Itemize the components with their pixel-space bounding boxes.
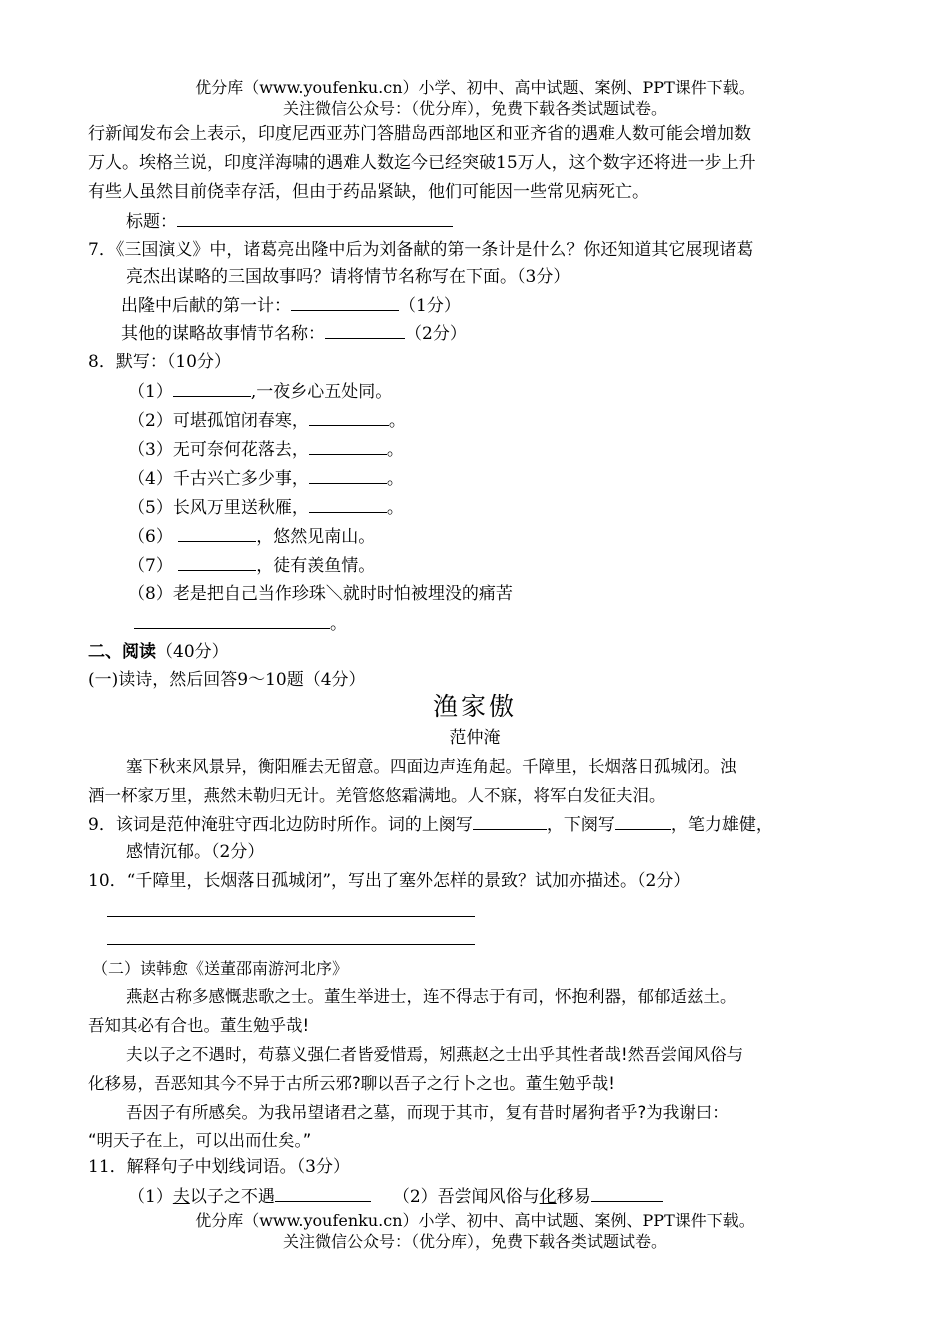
q9-text-b: ，下阕写: [546, 815, 615, 835]
q8-item-pre: 无可奈何花落去，: [172, 440, 309, 460]
q9-blank-1[interactable]: [473, 813, 547, 830]
q7-line-1: 7．《三国演义》中，诸葛亮出隆中后为刘备献的第一条计是什么？你还知道其它展现诸葛: [88, 240, 754, 260]
q8-item-5: [128, 496, 908, 519]
q8-item-1: [128, 380, 908, 403]
q7-blank-2[interactable]: [325, 322, 405, 339]
q11-item-2-rest: 移易: [556, 1187, 591, 1207]
prose-p3: 吾因子有所感矣。为我吊望诸君之墓，而现于其市，复有昔时屠狗者乎?为我谢曰：: [126, 1103, 729, 1122]
q8-item-post: 。: [386, 469, 404, 489]
q8-item-number: （6）: [128, 527, 173, 547]
q10-question: 10．“千障里，长烟落日孤城闭”，写出了塞外怎样的景致？试加亦描述。（2分）: [88, 871, 691, 891]
prose-p3-cont: “明天子在上，可以出而仕矣。”: [88, 1131, 312, 1150]
headline-answer-row: [126, 210, 906, 233]
q11-blank-2[interactable]: [591, 1185, 663, 1202]
q8-item-post: ，徒有羡鱼情。: [256, 556, 376, 576]
q8-item-7: [128, 554, 908, 577]
q8-item-post: 。: [386, 440, 404, 460]
q8-item-post: 。: [388, 411, 406, 431]
q8-item-8: （8）老是把自己当作珍珠＼就时时怕被埋没的痛苦: [128, 584, 513, 604]
q8-heading: 8．默写：（10分）: [88, 352, 231, 372]
q11-heading: 11．解释句子中划线词语。（3分）: [88, 1157, 350, 1177]
reading-1-instruction: (一)读诗，然后回答9～10题（4分）: [88, 670, 366, 690]
q8-item-4: [128, 467, 908, 490]
q8-blank-2[interactable]: [309, 409, 389, 426]
header-line-2: 关注微信公众号：（优分库），免费下载各类试题试卷。: [282, 99, 667, 118]
q8-item-number: （2）: [128, 411, 173, 431]
q9-text-c: ，笔力雄健，: [670, 815, 773, 835]
q8-item-8-answer: [134, 612, 914, 635]
section-2-title: 二、阅读: [88, 642, 156, 662]
poem-line-2: 酒一杯家万里，燕然未勒归无计。羌管悠悠霜满地。人不寐，将军白发征夫泪。: [88, 786, 666, 805]
poem-author: 范仲淹: [449, 728, 501, 748]
q8-item-8-end: 。: [330, 614, 347, 634]
prose-p1-cont: 吾知其必有合也。董生勉乎哉!: [88, 1016, 310, 1035]
footer-line-2: 关注微信公众号：（优分库），免费下载各类试题试卷。: [282, 1232, 667, 1251]
q8-item-post: ,一夜乡心五处同。: [250, 382, 393, 402]
q11-item-2-text: （2）吾尝闻风俗与: [392, 1187, 540, 1207]
q8-blank-3[interactable]: [309, 438, 387, 455]
q9-line-1: [88, 813, 868, 836]
section-2-heading: [88, 641, 868, 663]
section-2-score: （40分）: [156, 642, 229, 662]
q7-answer-1-score: （1分）: [399, 296, 461, 316]
q11-items: [128, 1185, 908, 1208]
q7-answer-1-label: 出隆中后献的第一计：: [121, 296, 291, 316]
q8-blank-5[interactable]: [309, 496, 387, 513]
q8-item-number: （3）: [128, 440, 173, 460]
q8-blank-4[interactable]: [309, 467, 387, 484]
q8-item-pre: 可堪孤馆闭春寒，: [172, 411, 309, 431]
q8-item-number: （1）: [128, 382, 173, 402]
q8-item-3: [128, 438, 908, 461]
q7-answer-2-label: 其他的谋略故事情节名称：: [121, 324, 325, 344]
q8-blank-6[interactable]: [178, 525, 256, 542]
poem-line-1: 塞下秋来风景异，衡阳雁去无留意。四面边声连角起。千障里，长烟落日孤城闭。浊: [126, 757, 737, 776]
q8-blank-7[interactable]: [178, 554, 256, 571]
q11-blank-1[interactable]: [275, 1185, 371, 1202]
q8-item-pre: 长风万里送秋雁，: [172, 498, 309, 518]
q8-blank-8[interactable]: [134, 612, 330, 629]
q8-item-post: 。: [386, 498, 404, 518]
q7-answer-1: [121, 294, 901, 317]
q7-answer-2-score: （2分）: [405, 324, 467, 344]
prose-p1: 燕赵古称多感慨悲歌之士。董生举进士，连不得志于有司，怀抱利器，郁郁适兹土。: [126, 987, 737, 1006]
q11-underlined-word-1: 夫: [172, 1187, 190, 1207]
q7-answer-2: [121, 322, 901, 345]
prose-p2-cont: 化移易，吾恶知其今不异于古所云邪?聊以吾子之行卜之也。董生勉乎哉!: [88, 1074, 615, 1093]
q8-item-number: （4）: [128, 469, 173, 489]
passage-line: 行新闻发布会上表示，印度尼西亚苏门答腊岛西部地区和亚齐省的遇难人数可能会增加数: [88, 124, 751, 144]
reading-2-heading: （二）读韩愈《送董邵南游河北序》: [92, 959, 349, 978]
poem-title: 渔家傲: [432, 692, 517, 721]
passage-line: 有些人虽然目前侥幸存活，但由于药品紧缺，他们可能因一些常见病死亡。: [88, 182, 649, 202]
q9-blank-2[interactable]: [615, 813, 671, 830]
headline-blank[interactable]: [177, 210, 453, 227]
headline-label: 标题：: [126, 212, 177, 232]
q8-item-pre: 千古兴亡多少事，: [172, 469, 309, 489]
q8-blank-1[interactable]: [173, 380, 251, 397]
q8-item-2: [128, 409, 908, 432]
q8-item-post: ，悠然见南山。: [256, 527, 376, 547]
q9-line-2: 感情沉郁。（2分）: [126, 842, 265, 862]
q8-item-number: （5）: [128, 498, 173, 518]
passage-line: 万人。埃格兰说，印度洋海啸的遇难人数迄今已经突破15万人，这个数字还将进一步上升: [88, 153, 756, 173]
q7-blank-1[interactable]: [291, 294, 399, 311]
q11-item-1-text: 以子之不遇: [189, 1187, 275, 1207]
q10-answer-line-2[interactable]: [107, 944, 475, 945]
q11-item-1-number: （1）: [128, 1187, 173, 1207]
prose-p2: 夫以子之不遇时，苟慕义强仁者皆爱惜焉，矧燕赵之士出乎其性者哉!然吾尝闻风俗与: [126, 1045, 744, 1064]
q7-line-2: 亮杰出谋略的三国故事吗？请将情节名称写在下面。（3分）: [126, 267, 571, 287]
q8-item-6: [128, 525, 908, 548]
q11-underlined-word-2: 化: [539, 1187, 557, 1207]
footer-line-1: 优分库（www.youfenku.cn）小学、初中、高中试题、案例、PPT课件下载。: [195, 1211, 755, 1230]
header-line-1: 优分库（www.youfenku.cn）小学、初中、高中试题、案例、PPT课件下载。: [195, 78, 755, 97]
q10-answer-line-1[interactable]: [107, 916, 475, 917]
q9-text-a: 9．该词是范仲淹驻守西北边防时所作。词的上阕写: [88, 815, 473, 835]
q8-item-number: （7）: [128, 556, 173, 576]
